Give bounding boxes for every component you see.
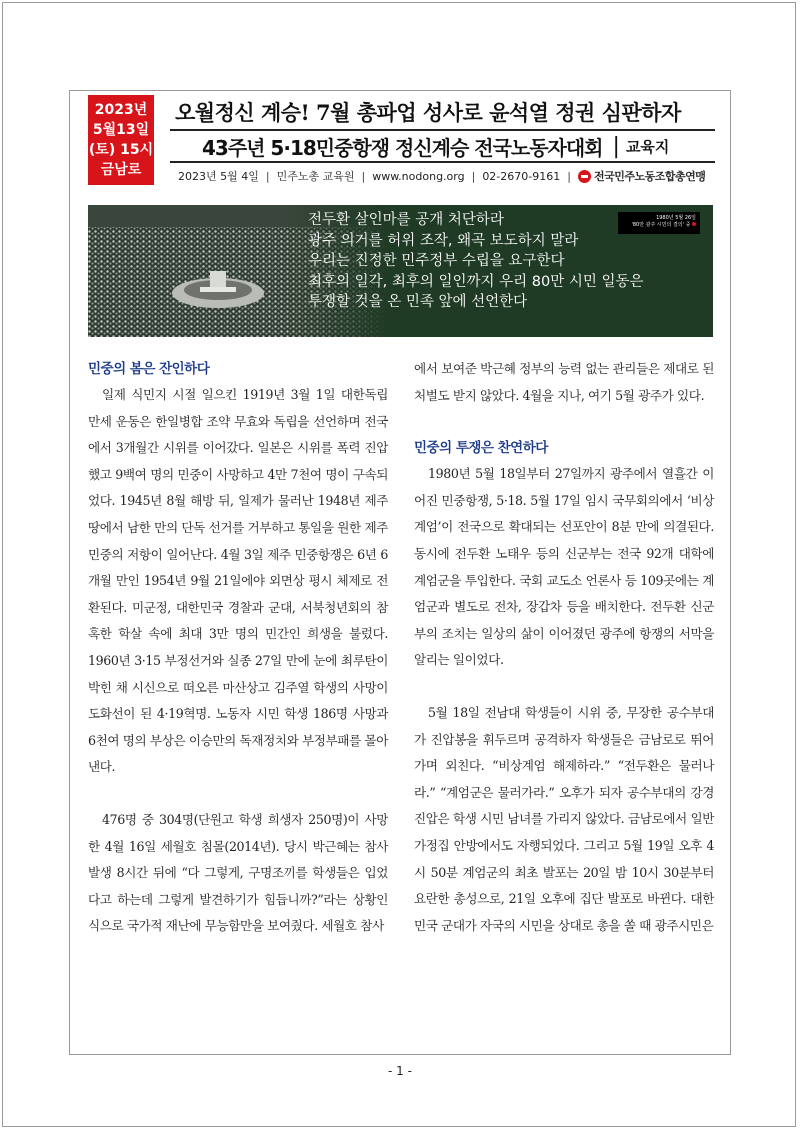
meta-separator: | bbox=[471, 169, 476, 183]
left-column bbox=[88, 356, 388, 940]
meta-date: 2023년 5월 4일 bbox=[178, 170, 259, 183]
banner-line: 투쟁할 것을 온 민족 앞에 선언한다 bbox=[308, 294, 528, 310]
page-number: - 1 - bbox=[388, 1064, 412, 1078]
meta-row bbox=[178, 166, 718, 186]
paragraph-gap bbox=[414, 674, 714, 700]
banner-line: 우리는 진정한 민주정부 수립을 요구한다 bbox=[308, 253, 565, 269]
page-subtitle: 교육지 bbox=[625, 137, 670, 156]
page-title: 43주년 5·18민중항쟁 정신계승 전국노동자대회 bbox=[202, 135, 603, 160]
kctu-logo-icon bbox=[578, 170, 591, 183]
event-date-box bbox=[88, 95, 154, 185]
meta-separator: | bbox=[567, 169, 571, 183]
paragraph: 일제 식민지 시절 일으킨 1919년 3월 1일 대한독립 만세 운동은 한일병합 조약 무효와 독립을 선언하며 전국에서 3개월간 시위를 이어갔다. 일본은 시위를 폭력 진압했고 9백여 명의 민중이 사망하고 4만 7천여 명이 구속되었다. 1945년 8월 해방 뒤, 일제가 물러난 1948년 제주 땅에서 남한 만의 단독 선거를 거부하고 통일을 원한 제주 민중의 저항이 일어난다. 4월 3일 제주 민중항쟁은 6년 6개월 만인 1954년 9월 21일에야 외면상 평시 체제로 전환된다. 미군정, 대한민국 경찰과 군대, 서북청년회의 참혹한 학살 속에 최대 3만 명의 민간인 희생을 불렀다. 1960년 3·15 부정선거와 실종 27일 만에 눈에 최루탄이 박힌 채 시신으로 떠오른 마산상고 김주열 학생의 사망이 도화선이 된 4·19혁명. 노동자 시민 학생 186명 사망과 6천여 명의 부상은 이승만의 독재정치와 부정부패를 몰아낸다. bbox=[88, 387, 388, 775]
date-day: 5월13일 bbox=[92, 122, 150, 138]
banner-line: 전두환 살인마를 공개 처단하라 bbox=[308, 212, 504, 228]
paragraph-gap bbox=[414, 409, 714, 435]
headline: 오월정신 계승! 7월 총파업 성사로 윤석열 정권 심판하자 bbox=[175, 100, 681, 125]
org-name: 전국민주노동조합총연맹 bbox=[593, 170, 706, 183]
banner-line: 최후의 일각, 최후의 일인까지 우리 80만 시민 일동은 bbox=[308, 273, 644, 290]
meta-website[interactable]: www.nodong.org bbox=[372, 169, 465, 183]
title-separator: | bbox=[612, 133, 620, 159]
paragraph: 476명 중 304명(단원고 학생 희생자 250명)이 사망한 4월 16일 세월호 침몰(2014년). 당시 박근혜는 참사 발생 8시간 뒤에 “다 그렇게, 구명조끼를 학생들은 입었다고 하는데 그렇게 발견하기가 힘듭니까?”라는 상황인식으로 국가적 재난에 무능함만을 보여줬다. 세월호 참사 bbox=[88, 811, 388, 934]
caption-source bbox=[622, 222, 696, 229]
caption-source-text: '80만 광주 시민의 결의' 중 bbox=[631, 222, 691, 228]
paragraph: 에서 보여준 박근혜 정부의 능력 없는 관리들은 제대로 된 처벌도 받지 않았다. 4월을 지나, 여기 5월 광주가 있다. bbox=[414, 361, 714, 403]
section-title: 민중의 봄은 잔인하다 bbox=[88, 361, 210, 377]
banner-caption bbox=[618, 212, 700, 234]
banner-line: 광주 의거를 허위 조작, 왜곡 보도하지 말라 bbox=[308, 232, 579, 249]
right-column bbox=[414, 356, 714, 939]
section-title: 민중의 투쟁은 찬연하다 bbox=[414, 440, 548, 457]
paragraph-gap bbox=[88, 781, 388, 807]
meta-phone: 02-2670-9161 bbox=[482, 169, 561, 183]
caption-date: 1980년 5월 26일 bbox=[656, 215, 696, 221]
banner bbox=[88, 205, 713, 337]
date-place: 금남로 bbox=[100, 162, 142, 178]
paragraph: 5월 18일 전남대 학생들이 시위 중, 무장한 공수부대가 진압봉을 휘두르며 공격하자 학생들은 금남로로 뛰어가며 외친다. “비상계엄 해제하라.” “전두환은 물러나라.” “계엄군은 물러가라.” 오후가 되자 공수부대의 강경 진압은 학생 시민 남녀를 가리지 않았다. 금남로에서 일반 가정집 안방에서도 자행되었다. 그리고 5월 19일 오후 4시 50분 계엄군의 최초 발포는 20일 밤 10시 30분부터 요란한 총성으로, 21일 오후에 집단 발포로 바뀐다. 대한민국 군대가 자국의 시민을 상대로 총을 쏠 때 광주시민은 bbox=[414, 704, 714, 933]
meta-separator: | bbox=[265, 169, 270, 183]
title-row bbox=[170, 129, 715, 163]
date-year: 2023년 bbox=[94, 102, 148, 118]
meta-separator: | bbox=[361, 169, 366, 183]
meta-publisher: 민주노총 교육원 bbox=[276, 170, 355, 183]
date-time: (토) 15시 bbox=[88, 142, 154, 158]
paragraph: 1980년 5월 18일부터 27일까지 광주에서 열흘간 이어진 민중항쟁, 5·18. 5월 17일 임시 국무회의에서 ‘비상계엄’이 전국으로 확대되는 선포안이 8분 만에 의결된다. 동시에 전두환 노태우 등의 신군부는 전국 92개 대학에 계엄군을 투입한다. 국회 교도소 언론사 등 109곳에는 계엄군과 별도로 전차, 장갑차 등을 배치한다. 전두환 신군부의 조치는 일상의 삶이 이어졌던 광주에 항쟁의 서막을 알리는 일이었다. bbox=[414, 466, 714, 668]
caption-dot-icon bbox=[692, 222, 696, 226]
org-logo bbox=[578, 168, 705, 184]
